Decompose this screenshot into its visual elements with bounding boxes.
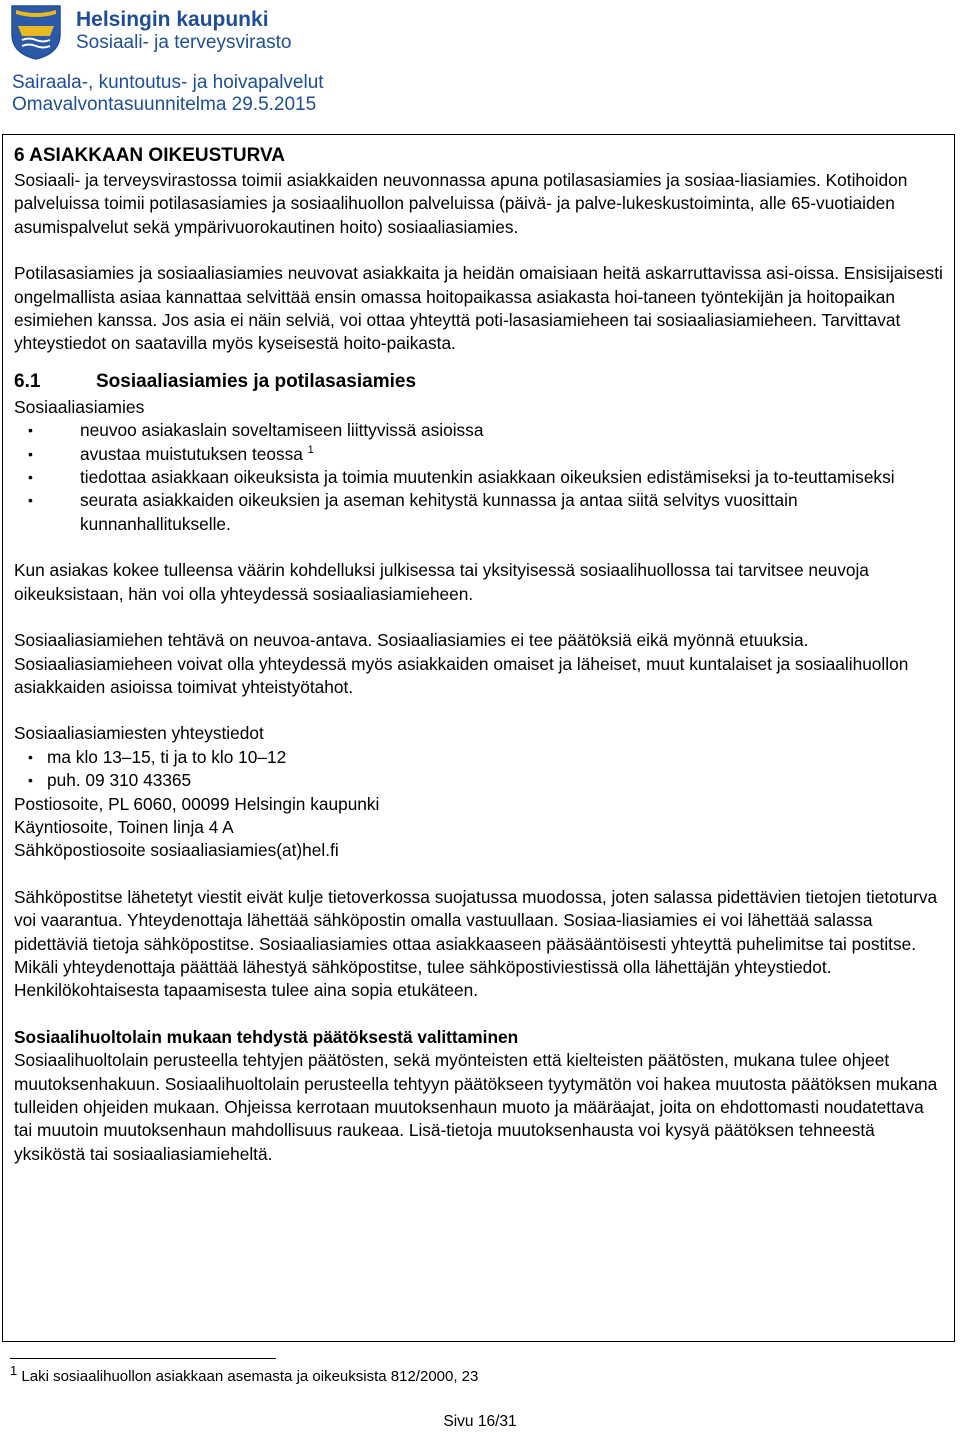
list-item: • puh. 09 310 43365 — [14, 769, 944, 792]
footnote-mark: 1 — [10, 1363, 18, 1378]
list-item: • avustaa muistutuksen teossa $^1$ — [14, 443, 944, 466]
list-item: • neuvoo asiakaslain soveltamiseen liittyvissä asioissa — [14, 419, 944, 442]
list-item: • ma klo 13–15, ti ja to klo 10–12 — [14, 746, 944, 769]
contacts-heading: Sosiaaliasiamiesten yhteystiedot — [14, 723, 264, 744]
contacts-list — [14, 746, 944, 793]
section-title: 6 ASIAKKAAN OIKEUSTURVA — [14, 145, 285, 166]
helsinki-crest-logo — [10, 4, 62, 60]
visiting-address: Käyntiosoite, Toinen linja 4 A — [14, 816, 234, 837]
role-paragraph-2: Sosiaaliasiamieheen voivat olla yhteydessä myös asiakkaiden omaiset ja läheiset, muut kuntalaiset ja sosiaalihuollon asiakkaiden asioissa toimivat yhteistyötahot. — [14, 653, 909, 697]
footnote-ref: 1 — [307, 443, 314, 456]
subsection-title — [14, 368, 944, 396]
list-item: • tiedottaa asiakkaan oikeuksista ja toimia muutenkin asiakkaan oikeuksien edistämiseksi ja to-teuttamiseksi — [14, 466, 944, 489]
brand-text — [76, 8, 291, 54]
duties-list — [14, 419, 944, 536]
content-frame — [2, 134, 955, 1342]
email-address: Sähköpostiosoite sosiaaliasiamies(at)hel.fi — [14, 840, 339, 861]
advice-paragraph: Potilasasiamies ja sosiaaliasiamies neuvovat asiakkaita ja heidän omaisiaan heitä askarruttavissa asi-oissa. Ensisijaisesti ongelmallista asiaa kannattaa selvittää ensin omassa hoitopaikassa asiakasta hoi-taneen työntekijän ja hoitopaikan esimiehen kanssa. Jos asia ei näin selviä, voi ottaa yhteyttä poti-lasasiamieheen tai sosiaaliasiamieheen. Tarvittavat yhteystiedot on saatavilla myös kyseisestä hoito-paikasta. — [14, 263, 943, 354]
unit-name: Sairaala-, kuntoutus- ja hoivapalvelut — [12, 72, 324, 93]
footnote-text: Laki sosiaalihuollon asiakkaan asemasta ja oikeuksista 812/2000, 23 — [21, 1368, 479, 1385]
subsection-number: 6.1 — [14, 370, 41, 392]
role-heading: Sosiaaliasiamies — [14, 396, 145, 417]
subsection-heading: Sosiaaliasiamies ja potilasasiamies — [96, 370, 417, 392]
footnote-divider — [10, 1358, 276, 1359]
plan-title: Omavalvontasuunnitelma 29.5.2015 — [12, 94, 317, 115]
page-number: Sivu 16/31 — [443, 1413, 517, 1430]
page-header — [10, 2, 610, 114]
email-security-paragraph: Sähköpostitse lähetetyt viestit eivät kulje tietoverkossa suojatussa muodossa, joten salassa pidettävien tietojen tietoturva voi vaarantua. Yhteydenottaja lähettää sähköpostin omalla vastuullaan. Sosiaa-liasiamies ei voi lähettää salassa pidettäviä tietoja sähköpostitse. Sosiaaliasiamies ottaa asiakkaaseen pääsääntöisesti yhteyttä puhelimitse tai postitse. Mikäli yhteydenottaja päättää lähestyä sähköpostitse, tulee sähköpostiviestissä olla lähettäjän yhteystiedot. Henkilökohtaisesta tapaamisesta tulee aina sopia etukäteen. — [14, 886, 938, 1001]
wrong-treatment-paragraph: Kun asiakas kokee tulleensa väärin kohdelluksi julkisessa tai yksityisessä sosiaalihuollossa tai tarvitsee neuvoja oikeuksistaan, hän voi olla yhteydessä sosiaaliasiamieheen. — [14, 560, 869, 604]
appeal-paragraph: Sosiaalihuoltolain perusteella tehtyjen päätösten, sekä myönteisten että kielteisten päätösten, mukana tulee ohjeet muutoksenhakuun. Sosiaalihuoltolain perusteella tehtyyn päätökseen tyytymätön voi hakea muutosta päätöksen mukana tulleiden ohjeiden mukaan. Ohjeissa kerrotaan muutoksenhaun muoto ja määräajat, joita on ehdottomasti noudatettava tai muutoin muutoksenhaun mahdollisuus raukeaa. Lisä-tietoja muutoksenhausta voi kysyä päätöksen tehneestä yksiköstä tai sosiaaliasiamieheltä. — [14, 1050, 938, 1164]
list-item: • seurata asiakkaiden oikeuksien ja aseman kehitystä kunnassa ja antaa siitä selvitys vuosittain kunnanhallitukselle. — [14, 489, 944, 536]
city-name: Helsingin kaupunki — [76, 8, 269, 31]
footnote — [10, 1363, 479, 1385]
postal-address: Postiosoite, PL 6060, 00099 Helsingin kaupunki — [14, 793, 380, 814]
department-name: Sosiaali- ja terveysvirasto — [76, 32, 292, 53]
appeal-heading: Sosiaalihuoltolain mukaan tehdystä päätöksestä valittaminen — [14, 1026, 519, 1047]
intro-paragraph: Sosiaali- ja terveysvirastossa toimii asiakkaiden neuvonnassa apuna potilasasiamies ja sosiaa-liasiamies. Kotihoidon palveluissa toimii potilasasiamies ja sosiaalihuollon palveluissa (päivä- ja palve-lukeskustoiminta, alle 65-vuotiaiden asumispalvelut sekä ympärivuorokautinen hoito) sosiaaliasiamies. — [14, 170, 908, 237]
role-paragraph-1: Sosiaaliasiamiehen tehtävä on neuvoa-antava. Sosiaaliasiamies ei tee päätöksiä eikä myönnä etuuksia. — [14, 630, 809, 651]
document-body — [14, 143, 944, 1166]
header-subtitle — [12, 72, 324, 116]
